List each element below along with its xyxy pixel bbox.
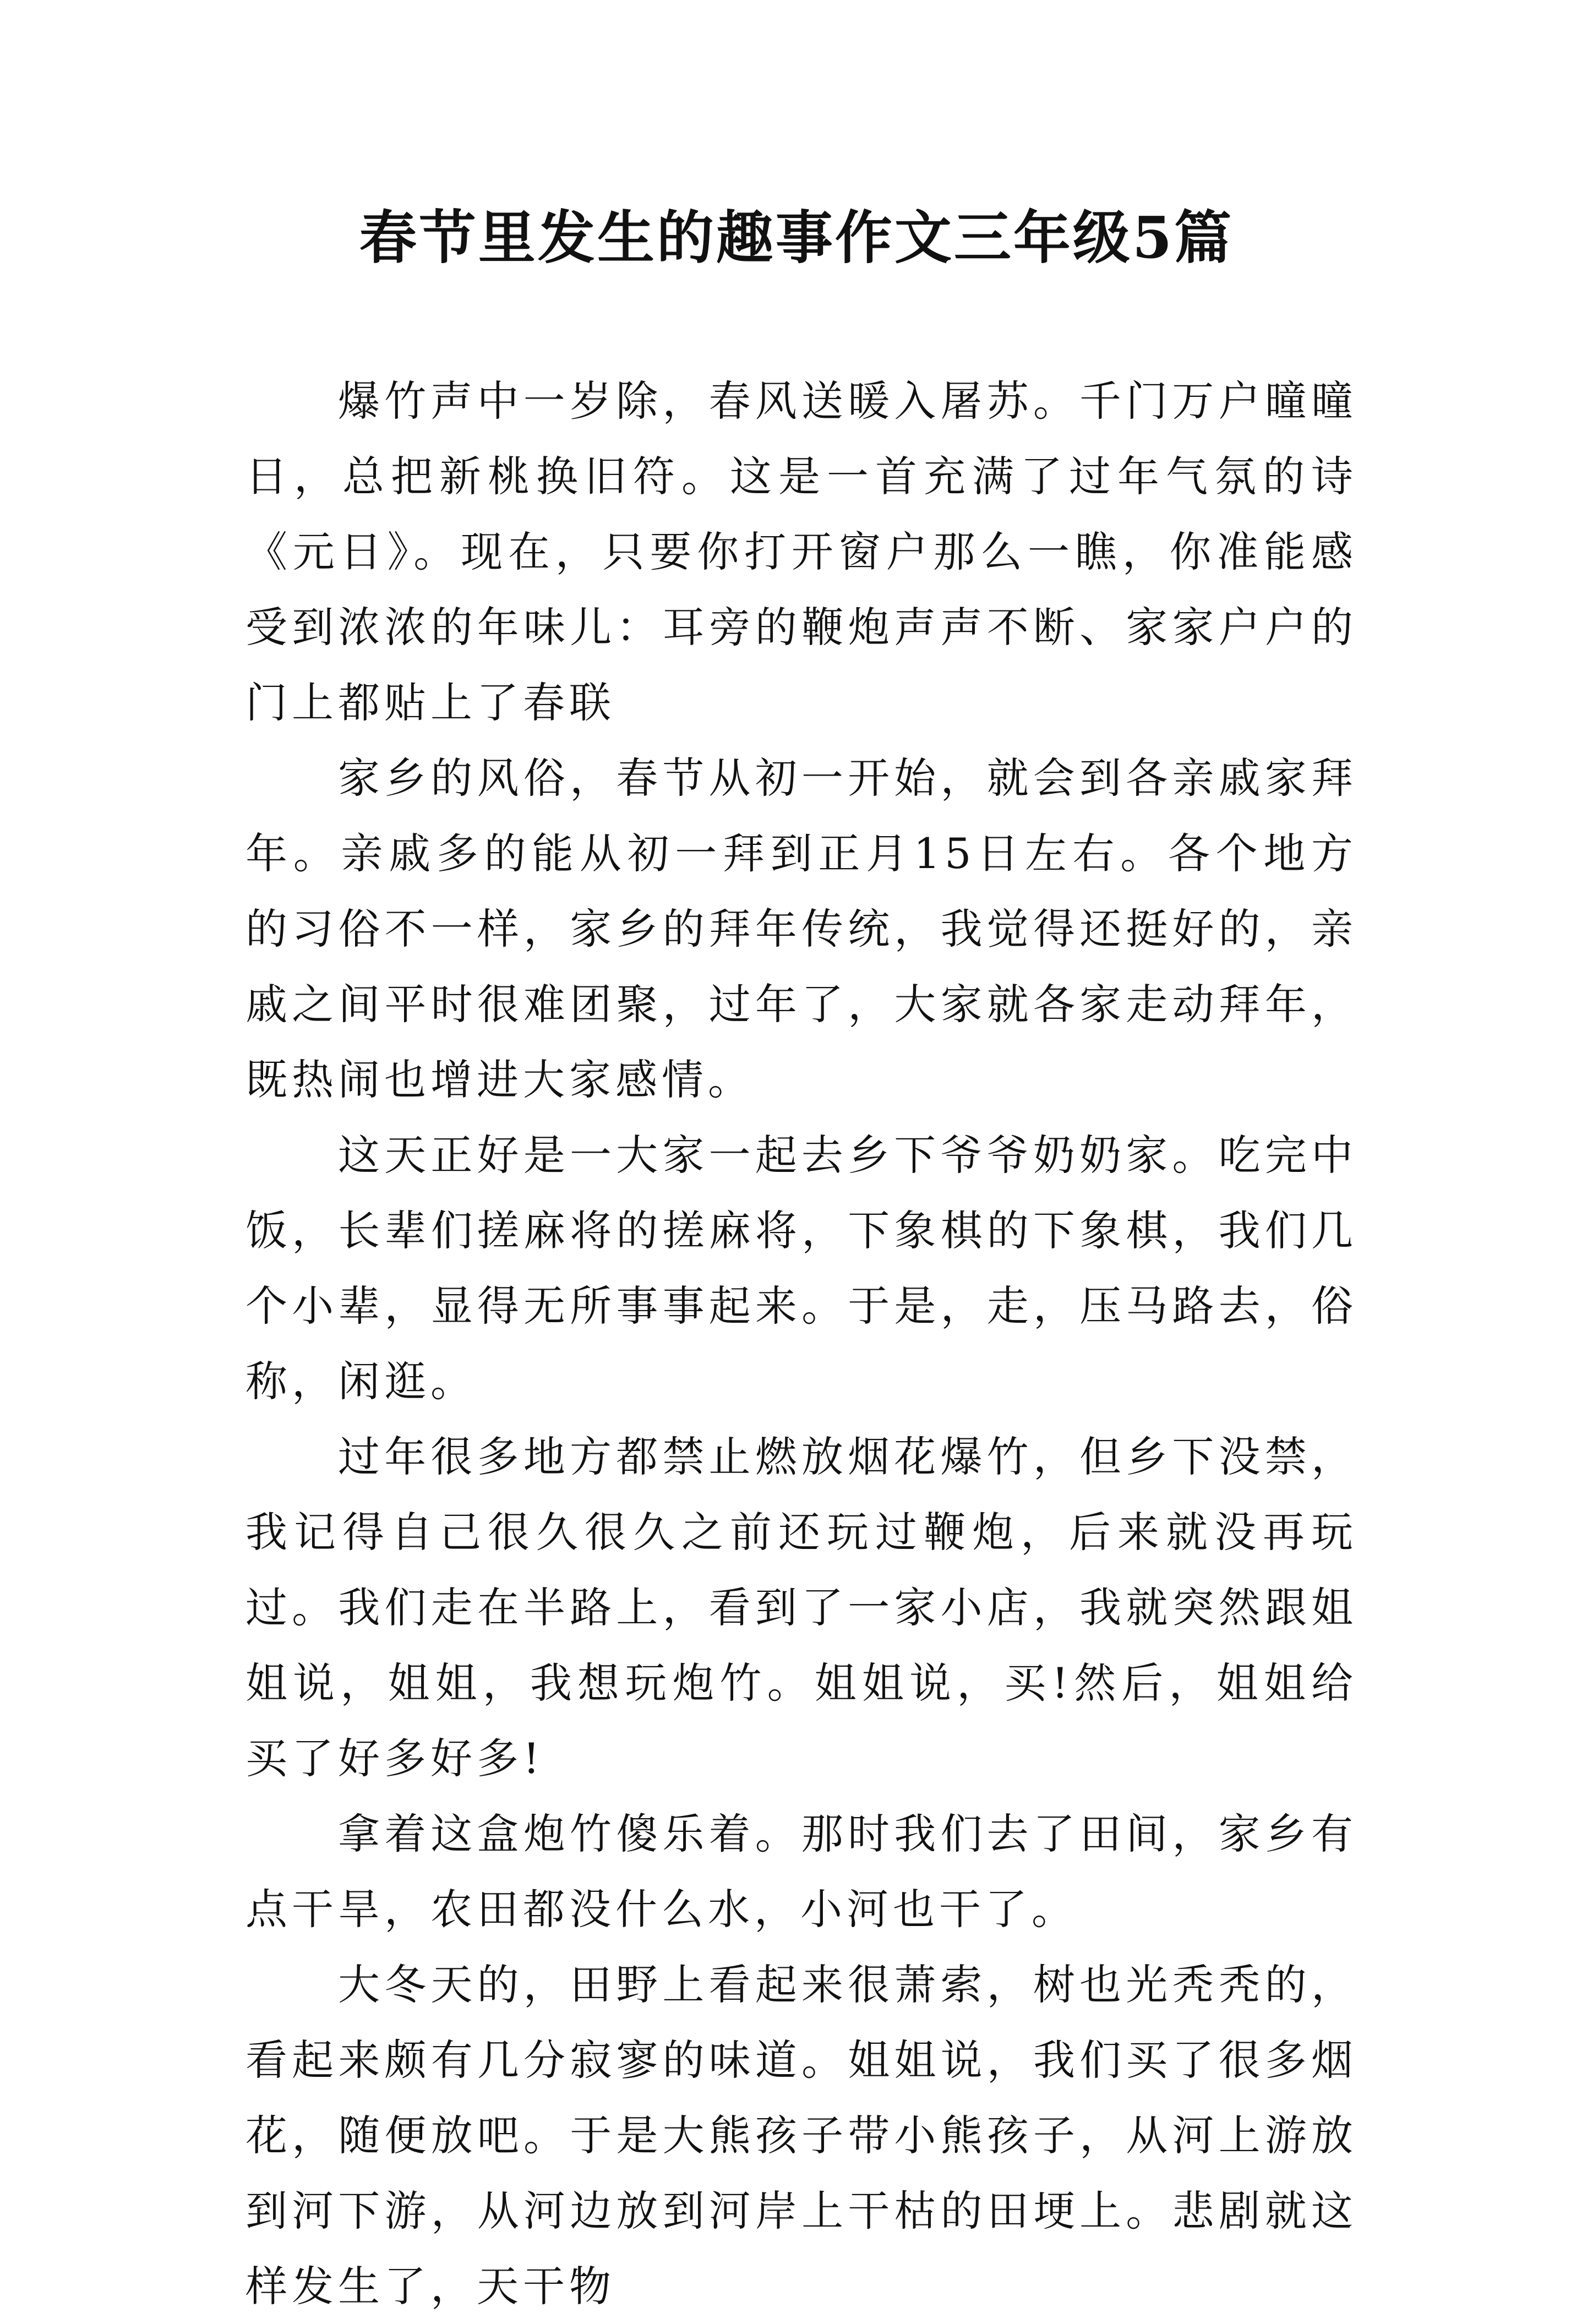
document-title: 春节里发生的趣事作文三年级5篇 [359, 204, 1234, 271]
document-body [246, 363, 1357, 2324]
paragraph-4: 过年很多地方都禁止燃放烟花爆竹，但乡下没禁，我记得自己很久很久之前还玩过鞭炮，后来就没再玩过。我们走在半路上，看到了一家小店，我就突然跟姐姐说，姐姐，我想玩炮竹。姐姐说，买!然后，姐姐给买了好多好多! [246, 1432, 1357, 1783]
paragraph-2: 家乡的风俗，春节从初一开始，就会到各亲戚家拜年。亲戚多的能从初一拜到正月15日左右。各个地方的习俗不一样，家乡的拜年传统，我觉得还挺好的，亲戚之间平时很难团聚，过年了，大家就各家走动拜年，既热闹也增进大家感情。 [246, 754, 1357, 1104]
paragraph-1: 爆竹声中一岁除，春风送暖入屠苏。千门万户曈曈日，总把新桃换旧符。这是一首充满了过年气氛的诗《元日》。现在，只要你打开窗户那么一瞧，你准能感受到浓浓的年味儿：耳旁的鞭炮声声不断、家家户户的门上都贴上了春联 [246, 377, 1357, 727]
paragraph-3: 这天正好是一大家一起去乡下爷爷奶奶家。吃完中饭，长辈们搓麻将的搓麻将，下象棋的下象棋，我们几个小辈，显得无所事事起来。于是，走，压马路去，俗称，闲逛。 [246, 1131, 1357, 1406]
paragraph-6: 大冬天的，田野上看起来很萧索，树也光秃秃的，看起来颇有几分寂寥的味道。姐姐说，我们买了很多烟花，随便放吧。于是大熊孩子带小熊孩子，从河上游放到河下游，从河边放到河岸上干枯的田埂上。悲剧就这样发生了，天干物 [246, 1960, 1357, 2311]
paragraph-5: 拿着这盒炮竹傻乐着。那时我们去了田间，家乡有点干旱，农田都没什么水，小河也干了。 [246, 1809, 1357, 1934]
